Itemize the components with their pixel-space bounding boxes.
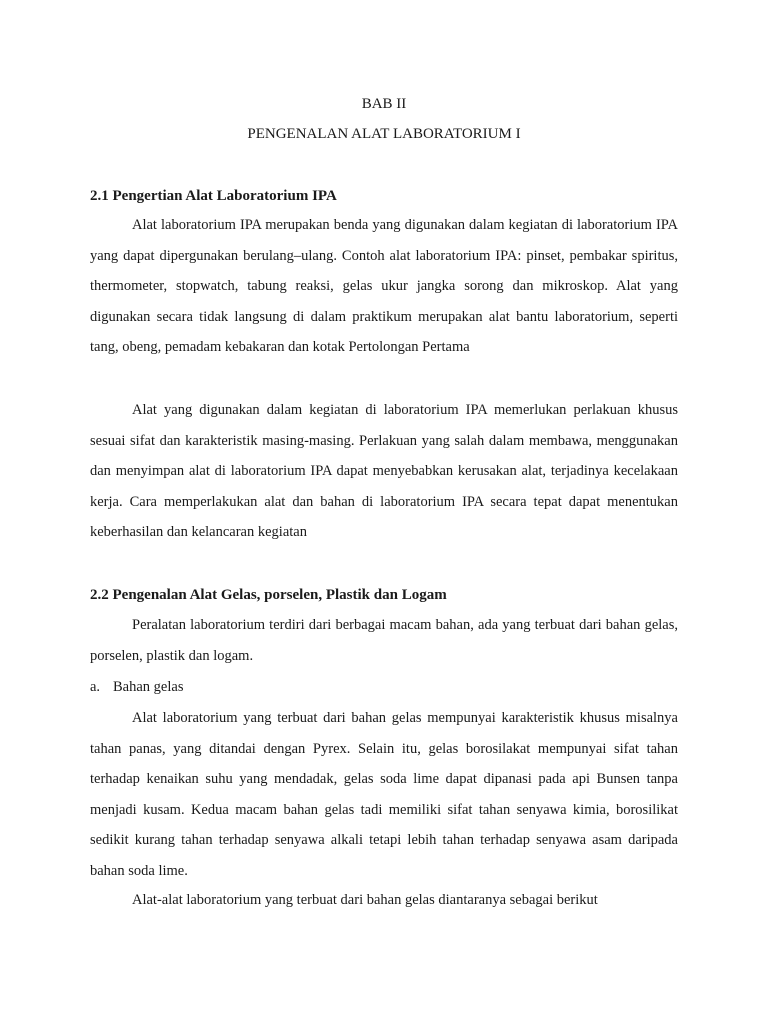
section-title-2-2: 2.2 Pengenalan Alat Gelas, porselen, Plastik dan Logam [90,587,447,603]
paragraph: Alat yang digunakan dalam kegiatan di laboratorium IPA memerlukan perlakuan khusus sesuai sifat dan karakteristik masing-masing. Perlakuan yang salah dalam membawa, menggunakan dan menyimpan alat di laboratorium IPA dapat menyebabkan kerusakan alat, terjadinya kecelakaan kerja. Cara memperlakukan alat dan bahan di laboratorium IPA secara tepat dapat menentukan keberhasilan dan kelancaran kegiatan [90,402,678,540]
paragraph: Alat laboratorium yang terbuat dari bahan gelas mempunyai karakteristik khusus misalnya tahan panas, yang ditandai dengan Pyrex. Selain itu, gelas borosilakat mempunyai sifat tahan terhadap kenaikan suhu yang mendadak, gelas soda lime dapat dipanasi pada api Bunsen tanpa menjadi kusam. Kedua macam bahan gelas tadi memiliki sifat tahan senyawa kimia, borosilikat sedikit kurang tahan terhadap senyawa alkali tetapi lebih tahan terhadap senyawa asam daripada bahan soda lime. [90,710,678,879]
list-item [90,672,678,703]
chapter-title: PENGENALAN ALAT LABORATORIUM I [247,126,521,142]
list-marker: a. [90,679,101,695]
paragraph: Alat laboratorium IPA merupakan benda yang digunakan dalam kegiatan di laboratorium IPA yang dapat dipergunakan berulang–ulang. Contoh alat laboratorium IPA: pinset, pembakar spiritus, thermometer, stopwatch, tabung reaksi, gelas ukur jangka sorong dan mikroskop. Alat yang digunakan secara tidak langsung di dalam praktikum merupakan alat bantu laboratorium, seperti tang, obeng, pemadam kebakaran dan kotak Pertolongan Pertama [90,217,678,355]
paragraph: Peralatan laboratorium terdiri dari berbagai macam bahan, ada yang terbuat dari bahan gelas, porselen, plastik dan logam. [90,617,678,664]
document-page [90,0,678,1024]
chapter-number: BAB II [361,96,407,112]
section-title-2-1: 2.1 Pengertian Alat Laboratorium IPA [90,188,337,204]
paragraph: Alat-alat laboratorium yang terbuat dari bahan gelas diantaranya sebagai berikut [132,892,598,908]
list-item-label: Bahan gelas [113,679,184,695]
